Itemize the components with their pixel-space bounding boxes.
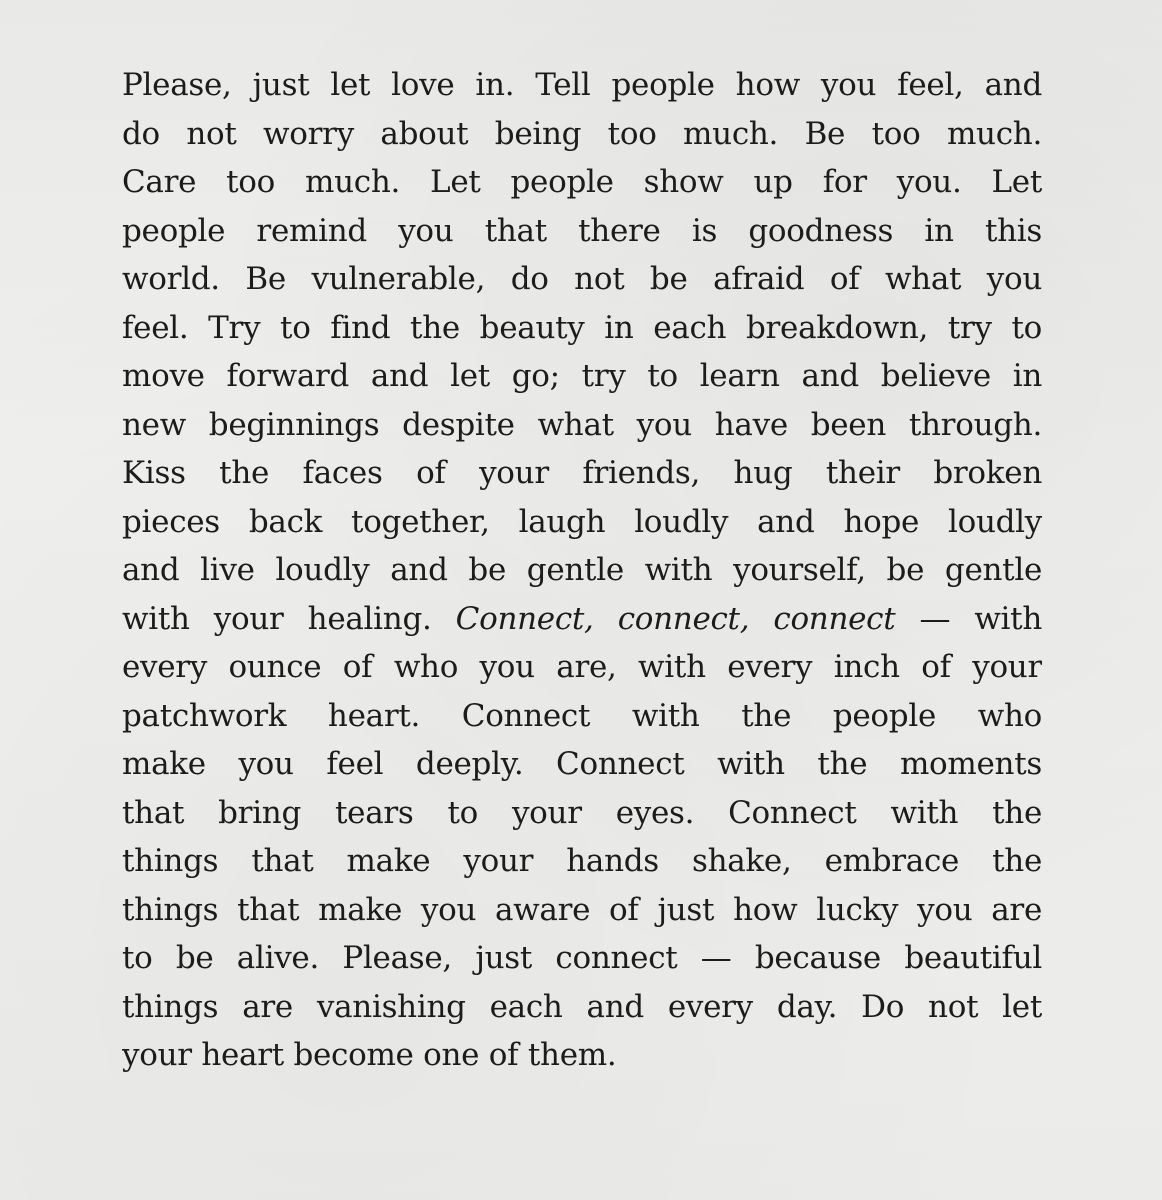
passage-line: pieces back together, laugh loudly and hope loudly [122, 503, 1042, 540]
line-text-before: with your healing. [122, 600, 456, 637]
passage-line: to be alive. Please, just connect — because beautiful [122, 940, 1042, 976]
italic-emphasis: Connect, connect, connect [455, 600, 896, 637]
passage-line: people remind you that there is goodness in this [122, 212, 1042, 249]
passage-text [122, 61, 1042, 1080]
passage-line: make you feel deeply. Connect with the moments [122, 746, 1042, 782]
passage-line: do not worry about being too much. Be too much. [122, 115, 1042, 152]
passage-line-with-italic [122, 595, 1042, 644]
passage-line: Please, just let love in. Tell people how you feel, and [122, 67, 1042, 103]
passage-line: Kiss the faces of your friends, hug their broken [122, 455, 1042, 491]
passage-line: world. Be vulnerable, do not be afraid of what you [122, 261, 1042, 297]
passage-line: things that make you aware of just how lucky you are [122, 891, 1042, 928]
passage-line: things are vanishing each and every day. Do not let [122, 988, 1042, 1025]
passage-line: every ounce of who you are, with every inch of your [122, 649, 1042, 685]
passage-line: patchwork heart. Connect with the people who [122, 697, 1042, 734]
passage-line-last: your heart become one of them. [122, 1037, 617, 1073]
passage-line: and live loudly and be gentle with yourself, be gentle [122, 552, 1042, 588]
passage-line: move forward and let go; try to learn and believe in [122, 358, 1042, 394]
line-text-after: — with [895, 600, 1042, 637]
passage-line: new beginnings despite what you have been through. [122, 406, 1042, 443]
passage-line: Care too much. Let people show up for you. Let [122, 164, 1042, 200]
passage-line: that bring tears to your eyes. Connect with the [122, 794, 1042, 831]
passage-line: feel. Try to find the beauty in each breakdown, try to [122, 309, 1042, 346]
passage-line: things that make your hands shake, embrace the [122, 843, 1042, 879]
